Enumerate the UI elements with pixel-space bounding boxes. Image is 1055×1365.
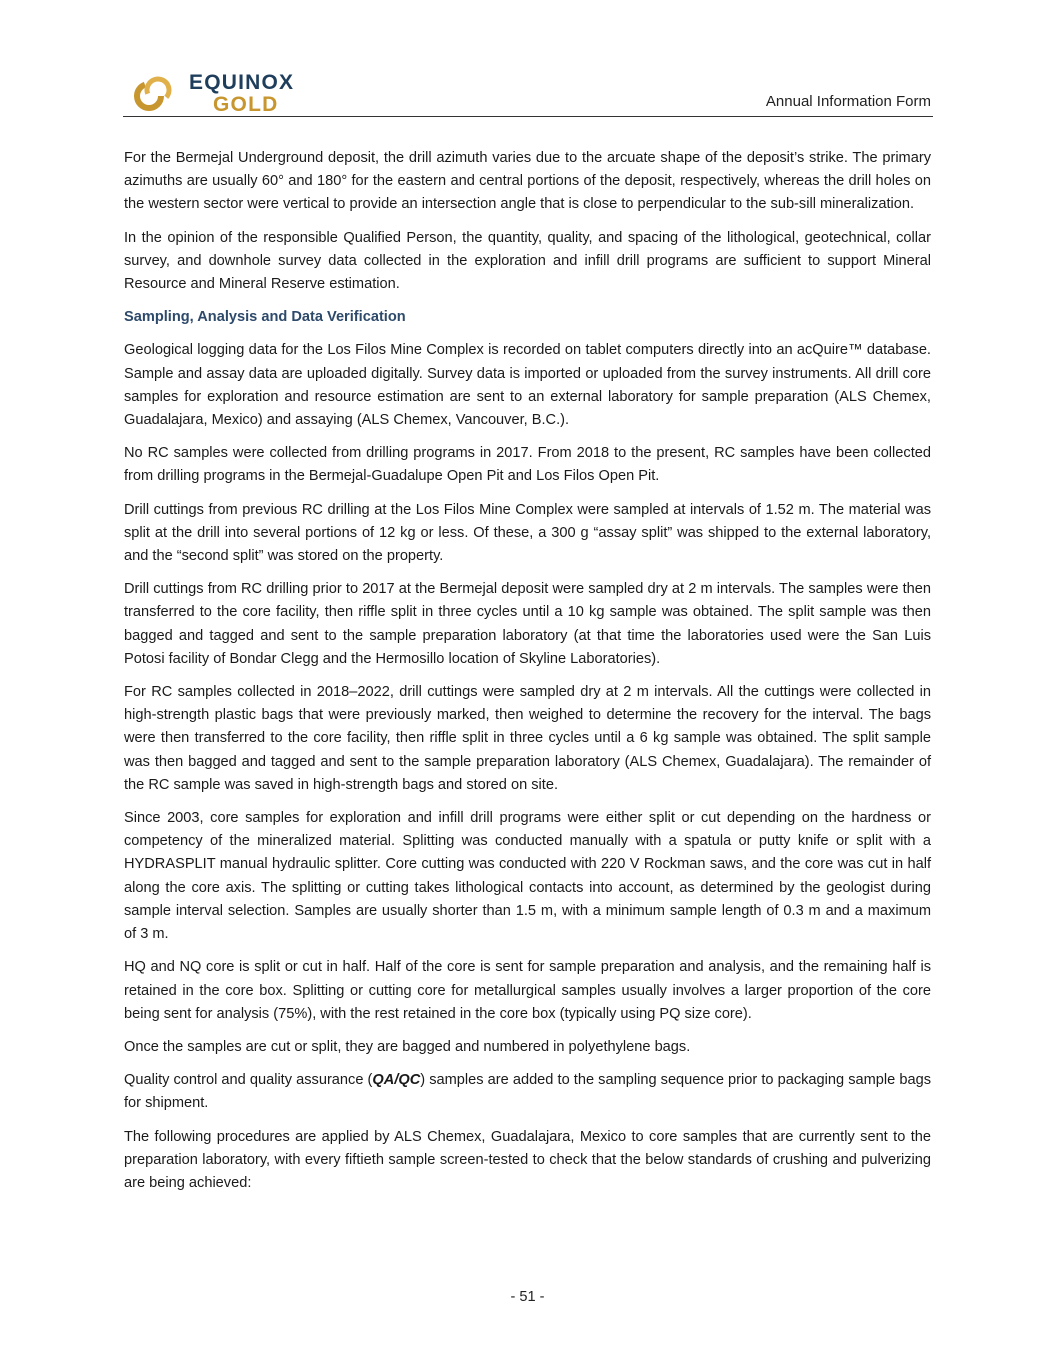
paragraph-previous-rc: Drill cuttings from previous RC drilling at the Los Filos Mine Complex were sampled at intervals of 1.52 m. The material was split at the drill into several portions of 12 kg or less. Of these, a 300 g “assay split” was shipped to the external laboratory, and the “second split” was stored on the property. — [124, 501, 931, 565]
page-body — [124, 147, 931, 1205]
company-logo — [131, 70, 301, 114]
section-heading: Sampling, Analysis and Data Verification — [124, 309, 406, 326]
paragraph-rc-samples: No RC samples were collected from drilling programs in 2017. From 2018 to the present, RC samples have been collected from drilling programs in the Bermejal-Guadalupe Open Pit and Los Filos Open Pit. — [124, 445, 931, 485]
qaqc-text-after: ) samples are added to the sampling sequence prior to packaging sample bags for shipment. — [124, 1072, 931, 1112]
paragraph-core-samples: Since 2003, core samples for exploration and infill drill programs were either split or cut depending on the hardness or competency of the mineralized material. Splitting was conducted manually with a spatula or putty knife or split with a HYDRASPLIT manual hydraulic splitter. Core cutting was conducted with 220 V Rockman saws, and the core was cut in half along the core axis. The splitting or cutting takes lithological contacts into account, as determined by the geologist during sample interval selection. Samples are usually shorter than 1.5 m, with a minimum sample length of 0.3 m and a maximum of 3 m. — [124, 810, 931, 943]
paragraph-procedures: The following procedures are applied by ALS Chemex, Guadalajara, Mexico to core samples that are currently sent to the preparation laboratory, with every fiftieth sample screen-tested to check that the below standards of crushing and pulverizing are being achieved: — [124, 1128, 931, 1191]
paragraph-qaqc — [124, 1069, 931, 1115]
paragraph-rc-2018-2022: For RC samples collected in 2018–2022, drill cuttings were sampled dry at 2 m intervals. All the cuttings were collected in high-strength plastic bags that were previously marked, then weighed to determine the recovery for the interval. The bags were then transferred to the core facility, then riffle split in three cycles until a 6 kg sample was obtained. The split sample was then bagged and tagged and sent to the sample preparation laboratory (ALS Chemex, Guadalajara). The remainder of the RC sample was saved in high-strength bags and stored on site. — [124, 684, 931, 793]
paragraph-qp-opinion: In the opinion of the responsible Qualified Person, the quantity, quality, and spacing of the lithological, geotechnical, collar survey, and downhole survey data collected in the exploration and infill drill programs are sufficient to support Mineral Resource and Mineral Reserve estimation. — [124, 229, 931, 293]
qaqc-text-before: Quality control and quality assurance ( — [124, 1072, 373, 1089]
paragraph-bagging: Once the samples are cut or split, they are bagged and numbered in polyethylene bags. — [124, 1038, 691, 1055]
paragraph-logging-data: Geological logging data for the Los Filos Mine Complex is recorded on tablet computers directly into an acQuire™ database. Sample and assay data are uploaded digitally. Survey data is imported or uploaded from the survey instruments. All drill core samples for exploration and resource estimation are sent to an external laboratory for sample preparation (ALS Chemex, Guadalajara, Mexico) and assaying (ALS Chemex, Vancouver, B.C.). — [124, 342, 931, 429]
equinox-ring-icon — [131, 72, 175, 116]
qaqc-term: QA/QC — [372, 1072, 421, 1089]
page-number: - 51 - — [510, 1289, 545, 1305]
document-title: Annual Information Form — [765, 93, 931, 110]
paragraph-drill-azimuth: For the Bermejal Underground deposit, the drill azimuth varies due to the arcuate shape of the deposit’s strike. The primary azimuths are usually 60° and 180° for the eastern and central portions of the deposit, respectively, whereas the drill holes on the western sector were vertical to provide an intersection angle that is close to perpendicular to the sub-sill mineralization. — [124, 150, 931, 213]
page-header — [123, 66, 933, 117]
logo-text-equinox: EQUINOX — [189, 71, 295, 94]
paragraph-hq-nq-core: HQ and NQ core is split or cut in half. Half of the core is sent for sample preparation and analysis, and the remaining half is retained in the core box. Splitting or cutting core for metallurgical samples usually involves a larger proportion of the core being sent for analysis (75%), with the rest retained in the core box (typically using PQ size core). — [124, 959, 931, 1022]
logo-text-gold: GOLD — [213, 93, 279, 116]
paragraph-rc-prior-2017: Drill cuttings from RC drilling prior to 2017 at the Bermejal deposit were sampled dry at 2 m intervals. The samples were then transferred to the core facility, then riffle split in three cycles until a 10 kg sample was obtained. The split sample was then bagged and tagged and sent to the sample preparation laboratory (at that time the laboratories used were the San Luis Potosi facility of Bondar Clegg and the Hermosillo location of Skyline Laboratories). — [124, 581, 931, 667]
